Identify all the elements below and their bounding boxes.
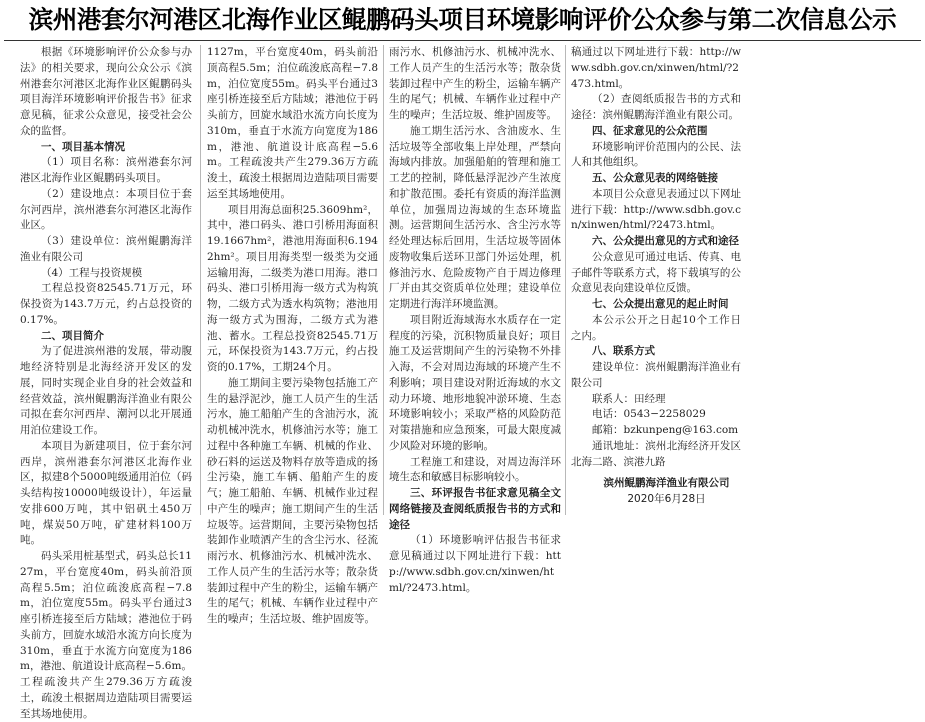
report-download-link[interactable]: （1）环境影响评估报告书征求意见稿通过以下网址进行下载：http://www.sdbh.gov.cn/xinwen/html/?2473.html。: [389, 534, 561, 594]
intro-paragraph: 根据《环境影响评价公众参与办法》的相关要求，现向公众公示《滨州港套尔河港区北海作业区鲲鹏码头项目海洋环境影响评价报告书》征求意见稿，征求公众意见，接受社会公众的监督。: [20, 46, 192, 137]
project-location: （2）建设地点：本项目位于套尔河西岸，滨州港套尔河港区北海作业区。: [20, 187, 192, 232]
project-name: （1）项目名称：滨州港套尔河港区北海作业区鲲鹏码头项目。: [20, 156, 192, 184]
wharf-structure: 码头采用桩基型式，码头总长1127m，平台宽度40m，码头前沿顶高程5.5m；泊位疏浚底高程−7.8m，泊位宽度55m。码头平台通过3座引桥连接至后方陆域；港池位于码头前方，回旋水域沿水流方向长度为310m，垂直于水流方向宽度为186m，港池、航道设计底高程−5.6m。工程疏浚共产生279.36万方疏浚土，疏浚土根据周边造陆项目需要运至其场地使用。: [20, 550, 192, 720]
section-4-heading: 四、征求意见的公众范围: [592, 124, 708, 137]
feedback-period: 本公示公开之日起10个工作日之内。: [571, 313, 741, 342]
environmental-impact: 项目附近海域海水水质存在一定程度的污染，沉积物质量良好；项目施工及运营期间产生的污染物不外排入海，不会对周边海域的环境产生不利影响；项目建设对附近海域的水文动力环境、地形地貌冲淤环境、生态环境影响较小；采取严格的风险防范对策措施和应急预案，可最大限度减少风险对环境的影响。: [389, 313, 561, 452]
project-owner: （3）建设单位：滨州鲲鹏海洋渔业有限公司: [20, 235, 192, 263]
opinion-form-link[interactable]: 本项目公众意见表通过以下网址进行下载：http://www.sdbh.gov.cn/xinwen/html/?2473.html。: [571, 187, 741, 232]
contact-name: 联系人：田经理: [592, 392, 666, 405]
contact-phone: 电话：0543−2258029: [592, 408, 706, 421]
paper-report-access: （2）查阅纸质报告书的方式和途径：滨州鲲鹏海洋渔业有限公司。: [571, 93, 741, 121]
section-6-heading: 六、公众提出意见的方式和途径: [592, 235, 739, 247]
section-1-heading: 一、项目基本情况: [41, 140, 125, 153]
project-scale-label: （4）工程与投资规模: [41, 266, 143, 279]
project-background: 为了促进滨州港的发展，带动腹地经济特别是北海经济开发区的发展，同时实现企业自身的社会效益和经营效益，滨州鲲鹏海洋渔业有限公司拟在套尔河西岸、潮河以北开展通用泊位建设工作。: [20, 345, 192, 436]
mitigation-measures: 施工期生活污水、含油废水、生活垃圾等全部收集上岸处理，严禁向海域内排放。加强船舶的管理和施工工艺的控制，降低悬浮泥沙产生浓度和扩散范围。委托有资质的海洋监测单位，加强周边海域的生态环境监测。运营期间生活污水、含尘污水等经处理达标后回用，生活垃圾等固体废物收集后送环卫部门外运处理，机修油污水、危险废物产自于周边修理厂并由其交资质单位处理；建设单位定期进行海洋环境监测。: [389, 124, 561, 310]
column-divider: [565, 45, 566, 515]
project-overview: 本项目为新建项目，位于套尔河西岸，滨州港套尔河港区北海作业区，拟建8个5000吨级通用泊位（码头结构按10000吨级设计），年运量安排600万吨，其中铝矾土450万吨，煤炭50万吨，矿建材料100万吨。: [20, 439, 192, 547]
column-2: [207, 45, 378, 625]
sea-area-usage: 项目用海总面积25.3609hm²，其中，港口码头、港口引桥用海面积19.1667hm²，港池用海面积6.1942hm²。项目用海类型一级类为交通运输用海，二级类为港口用海。港口码头、港口引桥用海一级方式为构筑物，二级方式为透水构筑物；港池用海一级方式为围海，二级方式为港池、蓄水。工程总投资82545.71万元，环保投资为143.7万元，约占投资的0.17%，工期24个月。: [207, 203, 378, 373]
signature: 滨州鲲鹏海洋渔业有限公司: [603, 477, 730, 490]
section-7-heading: 七、公众提出意见的起止时间: [592, 298, 729, 310]
page-title: 滨州港套尔河港区北海作业区鲲鹏码头项目环境影响评价公众参与第二次信息公示: [28, 5, 897, 34]
column-4: [571, 45, 741, 517]
operation-pollutants-cont: 雨污水、机修油污水、机械冲洗水、工作人员产生的生活污水等；散杂货装卸过程中产生的粉尘，运输车辆产生的尾气；机械、车辆作业过程中产生的噪声；生活垃圾、维护固废等。: [389, 46, 561, 121]
column-divider: [383, 45, 384, 515]
contact-address: 通讯地址：滨州北海经济开发区北海二路、滨港九路: [571, 439, 741, 468]
public-scope: 环境影响评价范围内的公民、法人和其他组织。: [571, 140, 741, 169]
column-divider: [200, 45, 201, 515]
feedback-methods: 公众意见可通过电话、传真、电子邮件等联系方式，将下载填写的公众意见表向建设单位反馈。: [571, 250, 741, 295]
construction-pollutants: 施工期间主要污染物包括施工产生的悬浮泥沙，施工人员产生的生活污水，施工船舶产生的含油污水，流动机械冲洗水，机修油污水等；施工过程中各种施工车辆、机械的作业、砂石料的运送及物料存放等造成的扬尘污染，施工车辆、船舶产生的废气；施工船舶、车辆、机械作业过程中产生的噪声；施工期间产生的生活垃圾等。运营期间，主要污染物包括装卸作业喷洒产生的含尘污水、径流雨污水、机修油污水、机械冲洗水、工作人员产生的生活污水等；散杂货装卸过程中产生的粉尘，运输车辆产生的尾气；机械、车辆作业过程中产生的噪声；生活垃圾、维护固废等。: [207, 376, 378, 625]
column-1: [20, 45, 192, 720]
report-download-link-cont[interactable]: 稿通过以下网址进行下载：http://www.sdbh.gov.cn/xinwen/html/?2473.html。: [571, 46, 741, 90]
title-divider: [4, 40, 921, 41]
contact-company: 建设单位：滨州鲲鹏海洋渔业有限公司: [571, 361, 741, 389]
project-investment: 工程总投资82545.71万元，环保投资为143.7万元，约占总投资的0.17%。: [20, 282, 192, 326]
section-3-heading: 三、环评报告书征求意见稿全文网络链接及查阅纸质报告书的方式和途径: [389, 487, 561, 531]
section-8-heading: 八、联系方式: [592, 345, 655, 358]
column-3: [389, 45, 561, 594]
publish-date: 2020年6月28日: [627, 493, 706, 505]
section-5-heading: 五、公众意见表的网络链接: [592, 172, 718, 184]
contact-email[interactable]: 邮箱：bzkunpeng@163.com: [592, 424, 739, 436]
section-2-heading: 二、项目简介: [41, 329, 104, 342]
impact-conclusion: 工程施工和建设，对周边海洋环境生态和敏感目标影响较小。: [389, 455, 561, 484]
wharf-structure-cont: 1127m，平台宽度40m，码头前沿顶高程5.5m；泊位疏浚底高程−7.8m，泊位宽度55m。码头平台通过3座引桥连接至后方陆域；港池位于码头前方，回旋水域沿水流方向长度为310m，垂直于水流方向宽度为186m，港池、航道设计底高程−5.6m。工程疏浚共产生279.36万方疏浚土，疏浚土根据周边造陆项目需要运至其场地使用。: [207, 46, 378, 200]
article-columns: [4, 45, 921, 720]
